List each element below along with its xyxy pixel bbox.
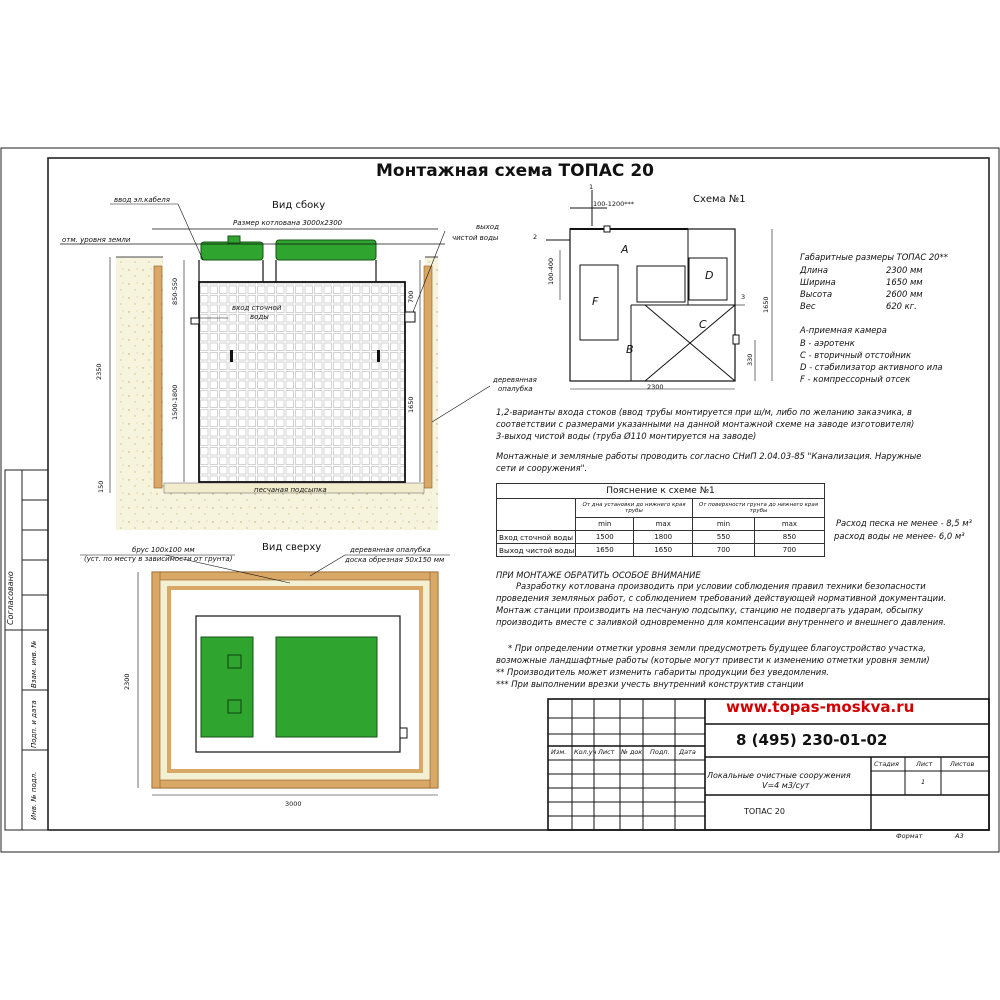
stamp-product: ТОПАС 20: [744, 807, 785, 816]
sand-label: песчаная подсыпка: [254, 486, 327, 494]
legend-3: D - стабилизатор активного ила: [800, 362, 943, 372]
attention-line-0: Разработку котлована производить при условии соблюдения правил техники безопасности: [516, 581, 926, 591]
dim-700: 700: [407, 290, 415, 303]
top-view: [80, 555, 450, 795]
formwork-left: [154, 266, 162, 488]
dim-1500: 1500-1800: [171, 384, 179, 420]
row-c: 700: [692, 544, 754, 557]
attention-line-3: производить вместе с заливкой одновременно для компенсации внутреннего и внешнего давления.: [496, 617, 946, 627]
row-d: 850: [754, 531, 824, 544]
table-max-1: max: [634, 518, 693, 531]
table-min-2: min: [692, 518, 754, 531]
lid-right: [276, 240, 376, 260]
spec-k-2: Высота: [800, 289, 833, 299]
sand-consumption: Расход песка не менее - 8,5 м³: [836, 518, 972, 528]
col-nodoc: № док.: [621, 748, 645, 756]
footnote-1: возможные ландшафтные работы (которые могут привести к изменению отметки уровня земли): [496, 655, 930, 665]
dim-1650-side: 1650: [407, 396, 415, 413]
specs-heading: Габаритные размеры ТОПАС 20**: [800, 252, 948, 262]
spec-k-1: Ширина: [800, 277, 836, 287]
row-d: 700: [754, 544, 824, 557]
drawing-title: Монтажная схема ТОПАС 20: [376, 161, 654, 181]
scheme-d2300: 2300: [647, 383, 664, 391]
row-name: Выход чистой воды: [497, 544, 576, 557]
scheme-n2: 2: [533, 233, 538, 241]
side-view: [60, 204, 490, 530]
outlet-label: выход: [476, 223, 499, 231]
footnote-3: *** При выполнении врезки учесть внутренний конструктив станции: [496, 679, 804, 689]
inlet-label-2: воды: [250, 313, 269, 321]
attention-line-2: Монтаж станции производить на песчаную подсыпку, станцию не подвергать ударам, обсыпку: [496, 605, 924, 615]
dim-150: 150: [97, 480, 105, 493]
beam-label: брус 100х100 мм: [132, 546, 195, 554]
spec-v-3: 620 кг.: [886, 301, 917, 311]
sidebar-agreed: Согласовано: [6, 571, 15, 625]
explanation-table: [496, 483, 825, 557]
top-lid-left: [201, 637, 253, 737]
formwork-right: [424, 266, 432, 488]
beam-label-2: (уст. по месту в зависимости от грунта): [84, 555, 233, 563]
scheme-d100-400: 100-400: [547, 257, 555, 285]
sidebar-sign-date: Подп. и дата: [30, 700, 38, 748]
scheme-d1650: 1650: [762, 296, 770, 313]
spec-v-1: 1650 мм: [886, 277, 923, 287]
spec-v-0: 2300 мм: [886, 265, 923, 275]
format-label: Формат: [896, 832, 923, 840]
row-name: Вход сточной воды: [497, 531, 576, 544]
table-min-1: min: [576, 518, 634, 531]
cable-label: ввод эл.кабеля: [114, 196, 170, 204]
dim-2350: 2350: [95, 363, 103, 380]
note-3: 3-выход чистой воды (труба Ø110 монтируется на заводе): [496, 431, 757, 441]
legend-1: В - аэротенк: [800, 338, 855, 348]
note-1: 1,2-варианты входа стоков (ввод трубы монтируется при ш/м, либо по желанию заказчика, в: [496, 407, 912, 417]
attention-heading: ПРИ МОНТАЖЕ ОБРАТИТЬ ОСОБОЕ ВНИМАНИЕ: [496, 570, 701, 580]
scheme-F: F: [592, 295, 599, 308]
top-view-title: Вид сверху: [262, 542, 322, 553]
row-b: 1800: [634, 531, 693, 544]
dim-850: 850-550: [171, 277, 179, 305]
col-kolych: Кол.уч: [574, 748, 597, 756]
col-podp: Подп.: [650, 748, 670, 756]
scheme-C: C: [699, 318, 707, 331]
table-col2: От поверхности грунта до нижнего края трубы: [692, 499, 824, 518]
scheme-1: [546, 190, 772, 389]
scheme-A: A: [621, 243, 629, 256]
table-title: Пояснение к схеме №1: [497, 484, 825, 499]
scheme-d100: 100-1200***: [593, 200, 635, 208]
stamp-sheet: Лист: [916, 760, 933, 768]
top-formwork-label-2: доска обрезная 50х150 мм: [345, 556, 445, 564]
legend-2: С - вторичный отстойник: [800, 350, 912, 360]
dim-3000: 3000: [285, 800, 302, 808]
table-col1: От дна установки до нижнего края трубы: [576, 499, 693, 518]
outlet-label-2: чистой воды: [452, 234, 499, 242]
table-row: [497, 531, 825, 544]
stamp-sheet-no: 1: [921, 778, 926, 786]
stamp-sheets: Листов: [950, 760, 975, 768]
row-b: 1650: [634, 544, 693, 557]
footnote-0: * При определении отметки уровня земли предусмотреть будущее благоустройство участка,: [508, 643, 926, 653]
top-lid-right: [276, 637, 377, 737]
legend-0: А-приемная камера: [800, 325, 887, 335]
stamp-capacity: V=4 м3/сут: [762, 781, 810, 790]
scheme-D: D: [705, 269, 714, 282]
row-a: 1500: [576, 531, 634, 544]
side-view-title: Вид сбоку: [272, 200, 326, 211]
legend-4: F - компрессорный отсек: [800, 374, 911, 384]
sidebar-inv-orig: Инв. № подл.: [30, 771, 38, 820]
formwork-label: деревянная: [493, 376, 537, 384]
dim-2300-top: 2300: [123, 673, 131, 690]
lid-left: [201, 242, 263, 260]
ground-label: отм. уровня земли: [62, 236, 131, 244]
table-max-2: max: [754, 518, 824, 531]
col-list: Лист: [598, 748, 615, 756]
col-data: Дата: [679, 748, 696, 756]
station-body: [199, 282, 405, 482]
row-c: 550: [692, 531, 754, 544]
water-consumption: расход воды не менее- 6,0 м³: [834, 531, 965, 541]
sidebar-inv-sub: Взам. инв. №: [30, 640, 38, 688]
spec-v-2: 2600 мм: [886, 289, 923, 299]
left-sidebar: [5, 470, 48, 830]
spec-k-0: Длина: [800, 265, 828, 275]
pit-size-label: Размер котлована 3000х2300: [233, 219, 343, 227]
spec-k-3: Вес: [800, 301, 816, 311]
top-formwork-label: деревянная опалубка: [350, 546, 431, 554]
attention-line-1: проведения земляных работ, с соблюдением требований действующей нормативной документации.: [496, 593, 947, 603]
row-a: 1650: [576, 544, 634, 557]
scheme-title: Схема №1: [693, 194, 746, 205]
col-izm: Изм.: [551, 748, 567, 756]
note-4: Монтажные и земляные работы проводить согласно СНиП 2.04.03-85 "Канализация. Наружные: [496, 451, 922, 461]
format-value: А3: [955, 832, 964, 840]
table-row: [497, 544, 825, 557]
scheme-n3: 3: [741, 293, 746, 301]
phone-number: 8 (495) 230-01-02: [736, 731, 888, 749]
stamp-description: Локальные очистные сооружения: [707, 771, 851, 780]
website-link[interactable]: www.topas-moskva.ru: [726, 698, 915, 716]
formwork-label-2: опалубка: [498, 385, 533, 393]
scheme-B: B: [626, 343, 634, 356]
note-2: соответствии с размерами указанными на данной монтажной схеме на заводе изготовителя): [496, 419, 915, 429]
stamp-stage: Стадия: [874, 760, 899, 768]
footnote-2: ** Производитель может изменить габариты продукции без уведомления.: [496, 667, 829, 677]
inlet-label: вход сточной: [232, 304, 282, 312]
scheme-d330: 330: [746, 353, 754, 366]
scheme-n1: 1: [589, 183, 594, 191]
note-5: сети и сооружения".: [496, 463, 588, 473]
